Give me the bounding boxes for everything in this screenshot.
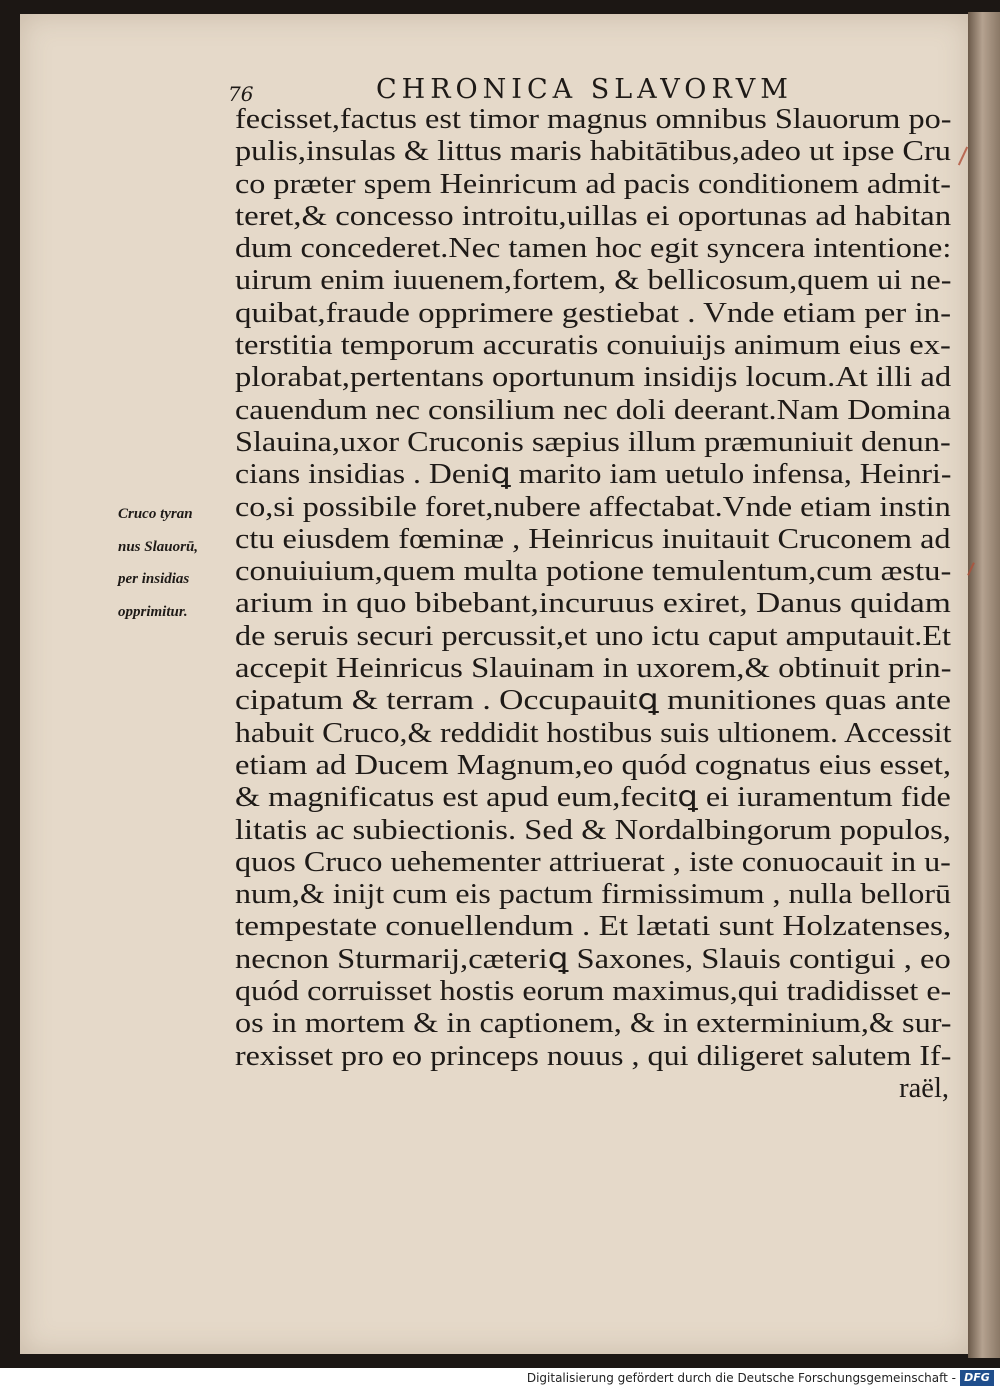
text-line: tempestate conuellendum . Et lætati sunt Holzatenses,	[235, 911, 952, 943]
text-line: co,si possibile foret,nubere affectabat.Vnde etiam instin	[235, 491, 951, 523]
marginal-note-line: nus Slauorū,	[118, 538, 199, 555]
text-line: conuiuium,quem multa potione temulentum,cum æstu-	[235, 556, 952, 588]
text-line: ctu eiusdem fœminæ , Heinricus inuitauit Cruconem ad	[235, 523, 951, 555]
text-line: teret,& concesso introitu,uillas ei oportunas ad habitan	[235, 200, 952, 232]
text-line: cipatum & terram . Occupauitꝗ munitiones quas ante	[235, 685, 951, 717]
dfg-logo: DFG	[960, 1370, 994, 1386]
footer-credit: Digitalisierung gefördert durch die Deutsche Forschungsgemeinschaft -	[526, 1371, 956, 1385]
text-line: de seruis securi percussit,et uno ictu caput amputauit.Et	[235, 620, 951, 652]
text-line: num,& inijt cum eis pactum firmissimum , nulla bellorū	[235, 879, 952, 911]
text-line: habuit Cruco,& reddidit hostibus suis ultionem. Accessit	[235, 717, 952, 749]
text-line: arium in quo bibebant,incuruus exiret, Danus quidam	[235, 588, 951, 620]
text-line: necnon Sturmarij,cæteriꝗ Saxones, Slauis contigui , eo	[235, 943, 951, 975]
text-line: terstitia temporum accuratis conuiuijs animum eius ex-	[235, 330, 951, 362]
main-text-block	[235, 104, 957, 1105]
digitization-footer	[0, 1368, 1000, 1390]
running-title: CHRONICA SLAVORVM	[376, 74, 793, 105]
text-line: uirum enim iuuenem,fortem, & bellicosum,quem ui ne-	[235, 265, 952, 297]
text-line: etiam ad Ducem Magnum,eo quód cognatus eius esset,	[235, 749, 952, 781]
page-number: 76	[228, 82, 254, 106]
text-line: rexisset pro eo princeps nouus , qui diligeret salutem If-	[235, 1040, 952, 1072]
text-line: cauendum nec consilium nec doli deerant.Nam Domina	[235, 394, 951, 426]
text-line: Slauina,uxor Cruconis sæpius illum præmuniuit denun-	[235, 426, 951, 458]
text-line: os in mortem & in captionem, & in exterminium,& sur-	[235, 1008, 952, 1040]
text-line: accepit Heinricus Slauinam in uxorem,& obtinuit prin-	[235, 653, 952, 685]
text-line: quibat,fraude opprimere gestiebat . Vnde etiam per in-	[235, 297, 952, 329]
text-line: cians insidias . Deniꝗ marito iam uetulo infensa, Heinri-	[235, 459, 952, 491]
text-line: plorabat,pertentans oportunum insidijs locum.At illi ad	[235, 362, 952, 394]
marginal-note	[118, 498, 240, 628]
catchword: raël,	[899, 1072, 949, 1104]
text-line: fecisset,factus est timor magnus omnibus Slauorum po-	[235, 104, 952, 135]
text-line: quos Cruco uehementer attriuerat , iste conuocauit in u-	[235, 846, 951, 878]
marginal-note-line: per insidias	[118, 571, 190, 587]
text-line: pulis,insulas & littus maris habitātibus,adeo ut ipse Cru	[235, 136, 951, 168]
text-line: & magnificatus est apud eum,fecitꝗ ei iuramentum fide	[235, 782, 951, 814]
text-line: quód corruisset hostis eorum maximus,qui tradidisset e-	[235, 976, 952, 1008]
text-line: dum concederet.Nec tamen hoc egit syncera intentione:	[235, 233, 952, 265]
text-line: litatis ac subiectionis. Sed & Nordalbingorum populos,	[235, 814, 951, 846]
marginal-note-line: opprimitur.	[118, 603, 188, 620]
text-line: co præter spem Heinricum ad pacis conditionem admit-	[235, 168, 951, 200]
marginal-note-line: Cruco tyran	[118, 506, 193, 522]
